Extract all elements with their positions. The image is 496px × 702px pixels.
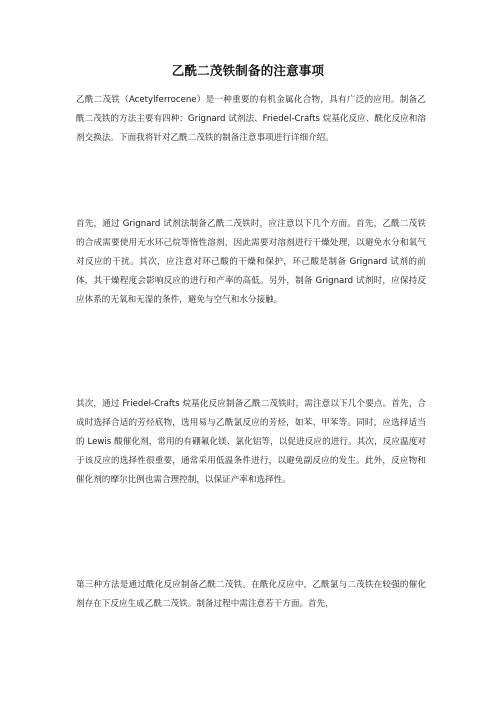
document-title: 乙酰二茂铁制备的注意事项 [171, 63, 325, 78]
paragraph-grignard-method: 首先，通过 Grignard 试剂法制备乙酰二茂铁时，应注意以下几个方面。首先，乙酰二茂铁的合成需要使用无水环己烷等惰性溶剂，因此需要对溶剂进行干燥处理，以避免水分和氧气对反应的干扰。其次，应注意对环己酸的干燥和保护，环己酸是制备 Grignard 试剂的前体，其干燥程度会影响反应的进行和产率的高低。另外，制备 Grignard 试剂时，应保持反应体系的无氧和无湿的条件，避免与空气和水分接触。 [76, 219, 426, 305]
paragraph-introduction: 乙酰二茂铁（Acetylferrocene）是一种重要的有机金属化合物，具有广泛的应用。制备乙酰二茂铁的方法主要有四种：Grignard 试剂法、Friedel-Crafts 烷基化反应、酰化反应和溶剂交换法。下面我将针对乙酰二茂铁的制备注意事项进行详细介绍。 [76, 95, 426, 143]
paragraph-acylation-method: 第三种方法是通过酰化反应制备乙酰二茂铁。在酰化反应中，乙酰氯与二茂铁在较强的催化剂存在下反应生成乙酰二茂铁。制备过程中需注意若干方面。首先， [76, 580, 426, 609]
paragraph-friedel-crafts-method: 其次，通过 Friedel-Crafts 烷基化反应制备乙酰二茂铁时，需注意以下几个要点。首先，合成时选择合适的芳烃底物，选用易与乙酰氯反应的芳烃，如苯、甲苯等。同时，应选择适当的 Lewis 酸催化剂，常用的有硼氟化镁、氯化铝等，以促进反应的进行。其次，反应温度对于该反应的选择性很重要，通常采用低温条件进行，以避免副反应的发生。此外，反应物和催化剂的摩尔比例也需合理控制，以保证产率和选择性。 [76, 399, 426, 485]
